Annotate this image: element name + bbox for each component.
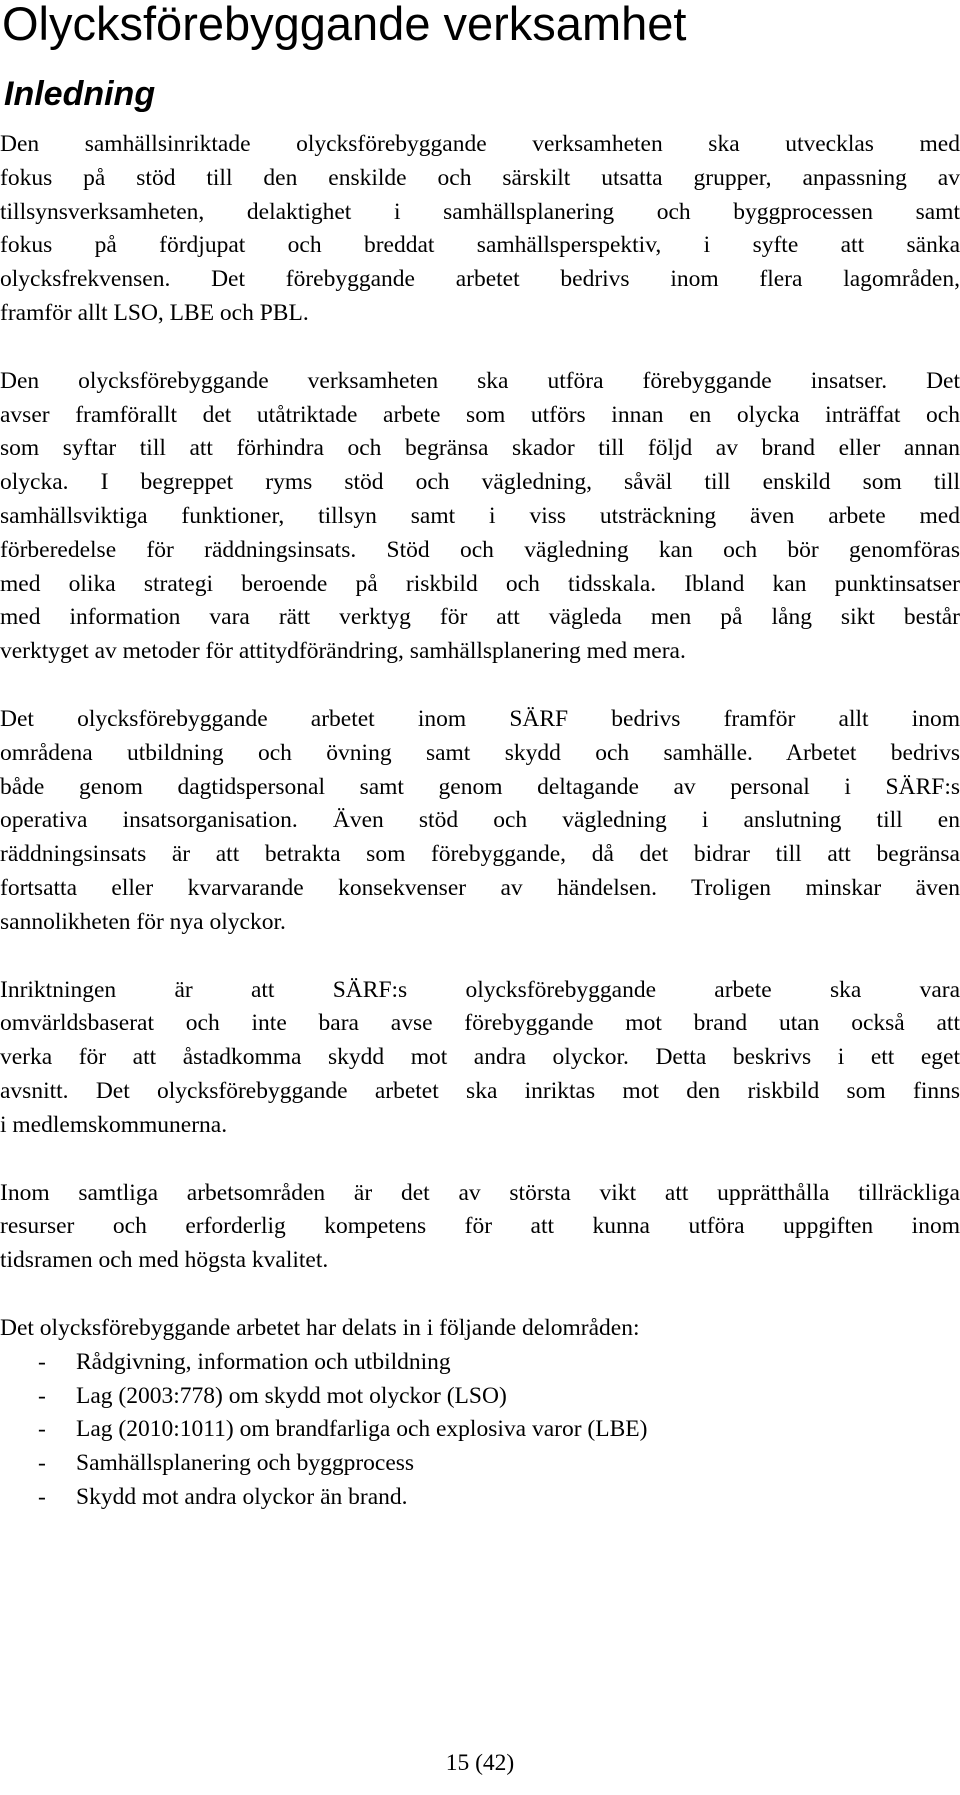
list-dash: -	[38, 1450, 46, 1477]
list-item	[0, 1380, 960, 1414]
list-item	[0, 1481, 960, 1515]
paragraph	[0, 365, 960, 669]
paragraph-line: operativa insatsorganisation. Även stöd och vägledning i anslutning till en	[0, 807, 960, 834]
list-item-text: Lag (2003:778) om skydd mot olyckor (LSO)	[76, 1382, 507, 1409]
paragraph-line: fokus på stöd till den enskilde och särskilt utsatta grupper, anpassning av	[0, 164, 960, 191]
paragraph-line: Inriktningen är att SÄRF:s olycksförebyggande arbete ska vara	[0, 976, 960, 1003]
paragraph-line: räddningsinsats är att betrakta som förebyggande, då det bidrar till att begränsa	[0, 841, 960, 868]
paragraph-line: olycka. I begreppet ryms stöd och vägledning, såväl till enskild som till	[0, 469, 960, 496]
list-dash: -	[38, 1382, 46, 1409]
list-item-text: Samhällsplanering och byggprocess	[76, 1450, 415, 1477]
paragraph-line: Det olycksförebyggande arbetet inom SÄRF bedrivs framför allt inom	[0, 705, 960, 732]
paragraph-line: Inom samtliga arbetsområden är det av största vikt att upprätthålla tillräckliga	[0, 1179, 960, 1206]
list-dash: -	[38, 1416, 46, 1443]
list-item	[0, 1346, 960, 1380]
paragraph-line: som syftar till att förhindra och begränsa skador till följd av brand eller annan	[0, 435, 960, 462]
list-item	[0, 1413, 960, 1447]
paragraph	[0, 1177, 960, 1278]
paragraph-line: tillsynsverksamheten, delaktighet i samhällsplanering och byggprocessen samt	[0, 198, 960, 225]
paragraph-line: avsnitt. Det olycksförebyggande arbetet ska inriktas mot den riskbild som finns	[0, 1077, 960, 1104]
paragraph-line: i medlemskommunerna.	[0, 1111, 228, 1138]
paragraph	[0, 128, 960, 331]
list-intro: Det olycksförebyggande arbetet har delats in i följande delområden:	[0, 1314, 640, 1341]
paragraph-line: med olika strategi beroende på riskbild och tidsskala. Ibland kan punktinsatser	[0, 570, 960, 597]
list-dash: -	[38, 1483, 46, 1510]
paragraph-line: förberedelse för räddningsinsats. Stöd och vägledning kan och bör genomföras	[0, 536, 960, 563]
list-item-text: Skydd mot andra olyckor än brand.	[76, 1483, 408, 1510]
paragraph-line: sannolikheten för nya olyckor.	[0, 908, 286, 935]
paragraph-line: både genom dagtidspersonal samt genom deltagande av personal i SÄRF:s	[0, 773, 960, 800]
paragraph-line: med information vara rätt verktyg för att vägleda men på lång sikt består	[0, 604, 960, 631]
list-item	[0, 1447, 960, 1481]
paragraph-line: resurser och erforderlig kompetens för att kunna utföra uppgiften inom	[0, 1213, 960, 1240]
paragraph-line: tidsramen och med högsta kvalitet.	[0, 1247, 329, 1274]
paragraph-line: fortsatta eller kvarvarande konsekvenser av händelsen. Troligen minskar även	[0, 874, 960, 901]
paragraph-line: Den samhällsinriktade olycksförebyggande verksamheten ska utvecklas med	[0, 131, 960, 157]
page-number: 15 (42)	[445, 1750, 515, 1776]
paragraph-line: verka för att åstadkomma skydd mot andra olyckor. Detta beskrivs i ett eget	[0, 1044, 960, 1071]
paragraph-line: omvärldsbaserat och inte bara avse förebyggande mot brand utan också att	[0, 1010, 960, 1037]
paragraph-line: framför allt LSO, LBE och PBL.	[0, 299, 309, 326]
paragraph-line: olycksfrekvensen. Det förebyggande arbetet bedrivs inom flera lagområden,	[0, 266, 960, 293]
section-heading: Inledning	[4, 75, 156, 113]
list-item-text: Lag (2010:1011) om brandfarliga och explosiva varor (LBE)	[76, 1416, 648, 1443]
paragraph-line: avser framförallt det utåtriktade arbete som utförs innan en olycka inträffat och	[0, 401, 960, 428]
paragraph-line: verktyget av metoder för attitydförändring, samhällsplanering med mera.	[0, 638, 686, 665]
paragraph-line: områdena utbildning och övning samt skydd och samhälle. Arbetet bedrivs	[0, 739, 960, 766]
list-item-text: Rådgivning, information och utbildning	[76, 1348, 451, 1375]
paragraph-group	[0, 128, 960, 1278]
paragraph-line: fokus på fördjupat och breddat samhällsperspektiv, i syfte att sänka	[0, 232, 960, 259]
list-dash: -	[38, 1348, 46, 1375]
paragraph	[0, 974, 960, 1143]
document-body	[0, 128, 960, 1515]
subarea-list	[0, 1346, 960, 1515]
paragraph	[0, 703, 960, 940]
subareas-section	[0, 1312, 960, 1515]
page-heading: Olycksförebyggande verksamhet	[2, 0, 687, 50]
paragraph-line: samhällsviktiga funktioner, tillsyn samt i viss utsträckning även arbete med	[0, 502, 960, 529]
paragraph-line: Den olycksförebyggande verksamheten ska utföra förebyggande insatser. Det	[0, 367, 960, 394]
